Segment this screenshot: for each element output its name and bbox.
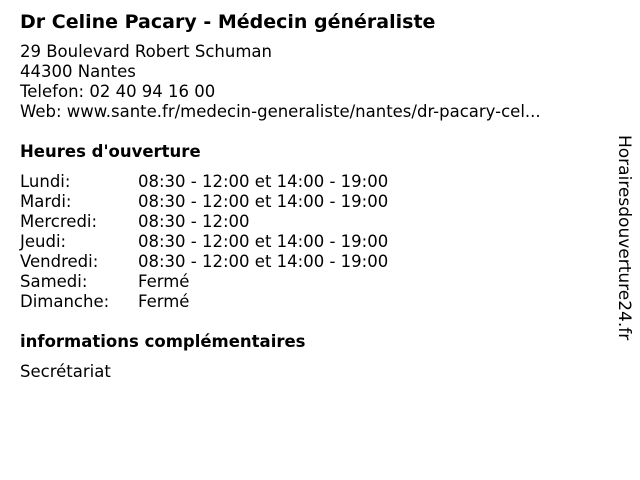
hours-table	[20, 172, 600, 312]
day-label: Samedi:	[20, 272, 88, 291]
website-link[interactable]: Web: www.sante.fr/medecin-generaliste/nantes/dr-pacary-cel...	[20, 102, 541, 121]
hours-row-sunday	[20, 292, 600, 312]
hours-row-thursday	[20, 232, 600, 252]
time-value: 08:30 - 12:00 et 14:00 - 19:00	[138, 252, 389, 271]
hours-row-saturday	[20, 272, 600, 292]
info-text: Secrétariat	[20, 362, 111, 381]
day-label: Mercredi:	[20, 212, 98, 231]
business-listing	[20, 10, 600, 382]
hours-row-monday	[20, 172, 600, 192]
time-value: Fermé	[138, 272, 190, 291]
site-watermark: Horairesdouverture24.fr	[614, 135, 634, 341]
time-value: 08:30 - 12:00 et 14:00 - 19:00	[138, 192, 389, 211]
address-block	[20, 42, 600, 122]
day-label: Jeudi:	[20, 232, 67, 251]
street-address: 29 Boulevard Robert Schuman	[20, 42, 272, 61]
phone-number: Telefon: 02 40 94 16 00	[20, 82, 216, 101]
day-label: Dimanche:	[20, 292, 110, 311]
hours-row-tuesday	[20, 192, 600, 212]
day-label: Vendredi:	[20, 252, 99, 271]
info-heading: informations complémentaires	[20, 332, 306, 351]
page-title: Dr Celine Pacary - Médecin généraliste	[20, 11, 436, 33]
city-postcode: 44300 Nantes	[20, 62, 136, 81]
day-label: Lundi:	[20, 172, 71, 191]
hours-heading: Heures d'ouverture	[20, 142, 201, 161]
time-value: Fermé	[138, 292, 190, 311]
hours-row-friday	[20, 252, 600, 272]
time-value: 08:30 - 12:00 et 14:00 - 19:00	[138, 172, 389, 191]
time-value: 08:30 - 12:00	[138, 212, 250, 231]
hours-row-wednesday	[20, 212, 600, 232]
time-value: 08:30 - 12:00 et 14:00 - 19:00	[138, 232, 389, 251]
day-label: Mardi:	[20, 192, 72, 211]
